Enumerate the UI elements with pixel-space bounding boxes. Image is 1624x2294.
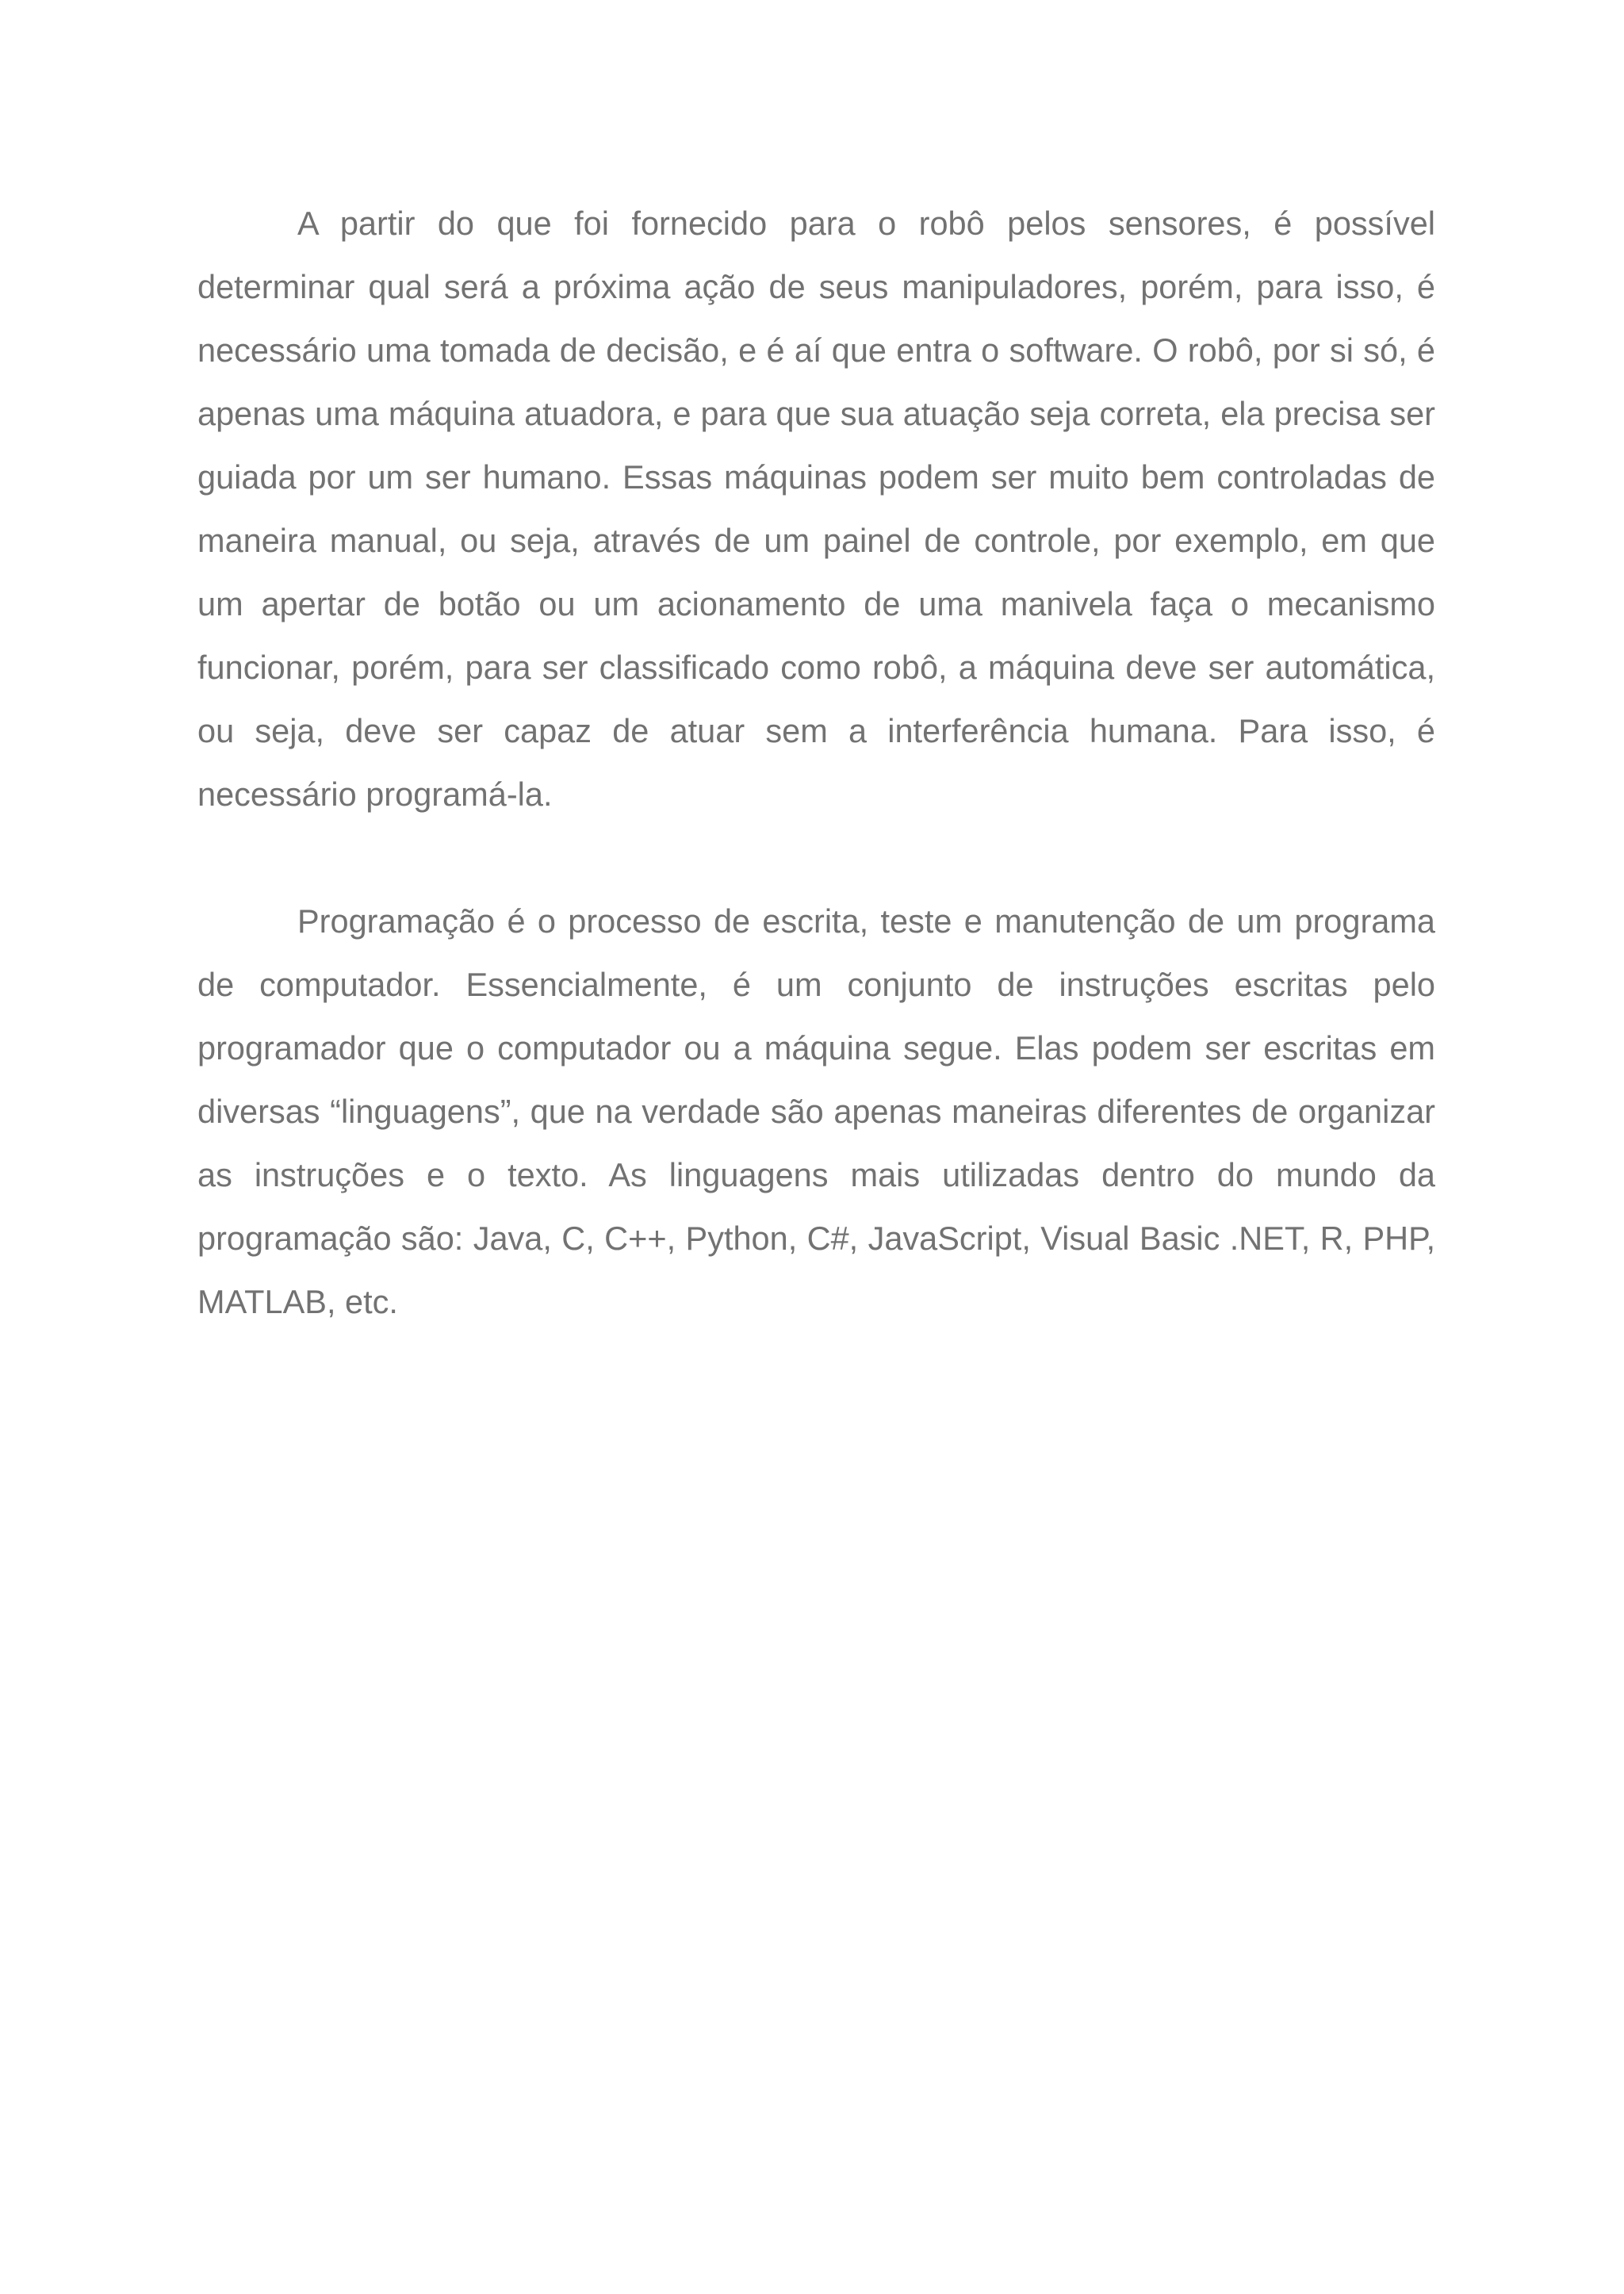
paragraph-programming: Programação é o processo de escrita, teste e manutenção de um programa de computador. Essencialmente, é um conjunto de instruções escritas pelo programador que o computador ou a máquina segue. Elas podem ser escritas em diversas “linguagens”, que na verdade são apenas maneiras diferentes de organizar as instruções e o texto. As linguagens mais utilizadas dentro do mundo da programação são: Java, C, C++, Python, C#, JavaScript, Visual Basic .NET, R, PHP, MATLAB, etc. [197,902,1435,1320]
document-body [197,192,1435,1334]
paragraph-robot-software: A partir do que foi fornecido para o robô pelos sensores, é possível determinar qual será a próxima ação de seus manipuladores, porém, para isso, é necessário uma tomada de decisão, e é aí que entra o software. O robô, por si só, é apenas uma máquina atuadora, e para que sua atuação seja correta, ela precisa ser guiada por um ser humano. Essas máquinas podem ser muito bem controladas de maneira manual, ou seja, através de um painel de controle, por exemplo, em que um apertar de botão ou um acionamento de uma manivela faça o mecanismo funcionar, porém, para ser classificado como robô, a máquina deve ser automática, ou seja, deve ser capaz de atuar sem a interferência humana. Para isso, é necessário programá-la. [197,205,1435,813]
